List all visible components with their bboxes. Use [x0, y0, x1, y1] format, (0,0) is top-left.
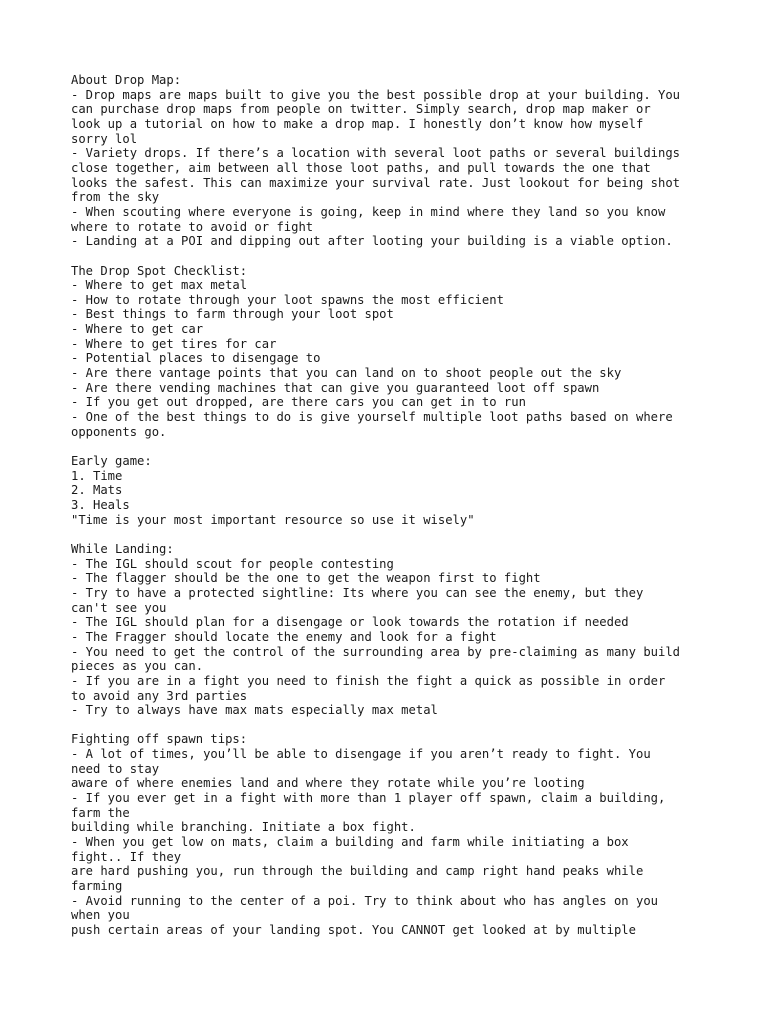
checklist-item: - Best things to farm through your loot spot [71, 307, 394, 322]
text-line: fight.. If they [71, 849, 182, 864]
numbered-item: 3. Heals [71, 498, 130, 512]
text-line: - Variety drops. If there’s a location with several loot paths or several buildings [71, 146, 681, 161]
text-line: sorry lol [71, 131, 138, 146]
section-heading: While Landing: [71, 541, 174, 556]
document-page [71, 73, 721, 938]
text-line: - A lot of times, you’ll be able to disengage if you aren’t ready to fight. You [71, 747, 651, 762]
text-line: farm the [71, 805, 130, 820]
text-line: looks the safest. This can maximize your survival rate. Just lookout for being shot [71, 175, 681, 190]
text-line: where to rotate to avoid or fight [71, 219, 314, 234]
text-line: - The IGL should scout for people contesting [71, 556, 394, 571]
text-line: need to stay [71, 761, 160, 776]
section-heading: The Drop Spot Checklist: [71, 263, 248, 278]
checklist-item: - How to rotate through your loot spawns the most efficient [71, 292, 504, 307]
fighting-off-spawn-section [71, 732, 721, 937]
text-line: building while branching. Initiate a box fight. [71, 820, 416, 835]
text-line: - When you get low on mats, claim a building and farm while initiating a box [71, 835, 629, 850]
section-heading: Fighting off spawn tips: [71, 732, 248, 747]
text-line: close together, aim between all those loot paths, and pull towards the one that [71, 160, 651, 175]
text-line: - Landing at a POI and dipping out after looting your building is a viable option. [71, 234, 673, 249]
text-line: farming [71, 879, 123, 894]
quote-line: "Time is your most important resource so use it wisely" [71, 512, 475, 527]
text-line: - When scouting where everyone is going, keep in mind where they land so you know [71, 204, 666, 219]
text-line: - The flagger should be the one to get the weapon first to fight [71, 571, 541, 586]
checklist-item: - Are there vending machines that can give you guaranteed loot off spawn [71, 380, 600, 395]
text-line: can't see you [71, 600, 167, 615]
text-line: when you [71, 908, 130, 923]
section-heading: About Drop Map: [71, 73, 182, 87]
checklist-item: - If you get out dropped, are there cars you can get in to run [71, 395, 526, 410]
text-line: - Avoid running to the center of a poi. Try to think about who has angles on you [71, 893, 658, 908]
text-line: - Try to always have max mats especially max metal [71, 703, 438, 718]
text-line: to avoid any 3rd parties [71, 688, 248, 703]
checklist-item: - Are there vantage points that you can land on to shoot people out the sky [71, 366, 622, 381]
about-drop-map-section [71, 73, 721, 249]
text-line: from the sky [71, 190, 160, 205]
checklist-item: - Where to get car [71, 322, 204, 337]
section-heading: Early game: [71, 454, 152, 469]
text-line: - The Fragger should locate the enemy and look for a fight [71, 629, 497, 644]
text-line: can purchase drop maps from people on twitter. Simply search, drop map maker or [71, 102, 651, 117]
while-landing-section [71, 542, 721, 718]
text-line: are hard pushing you, run through the building and camp right hand peaks while [71, 864, 644, 879]
text-line: - Drop maps are maps built to give you the best possible drop at your building. You [71, 87, 681, 102]
text-line: pieces as you can. [71, 659, 204, 674]
text-line: - You need to get the control of the surrounding area by pre-claiming as many build [71, 644, 681, 659]
text-line: - If you are in a fight you need to finish the fight a quick as possible in order [71, 673, 666, 688]
numbered-item: 2. Mats [71, 483, 123, 498]
text-line: aware of where enemies land and where they rotate while you’re looting [71, 776, 585, 791]
checklist-item: - One of the best things to do is give yourself multiple loot paths based on where [71, 410, 673, 425]
text-line: - Try to have a protected sightline: Its where you can see the enemy, but they [71, 585, 644, 600]
early-game-section [71, 454, 721, 527]
text-line: opponents go. [71, 424, 167, 439]
text-line: - If you ever get in a fight with more than 1 player off spawn, claim a building, [71, 791, 666, 806]
text-line: look up a tutorial on how to make a drop map. I honestly don’t know how myself [71, 116, 644, 131]
checklist-item: - Where to get tires for car [71, 336, 277, 351]
drop-spot-checklist-section [71, 264, 721, 440]
numbered-item: 1. Time [71, 468, 123, 483]
checklist-item: - Where to get max metal [71, 278, 248, 293]
checklist-item: - Potential places to disengage to [71, 351, 321, 366]
text-line: push certain areas of your landing spot. You CANNOT get looked at by multiple [71, 923, 636, 937]
text-line: - The IGL should plan for a disengage or look towards the rotation if needed [71, 615, 629, 630]
